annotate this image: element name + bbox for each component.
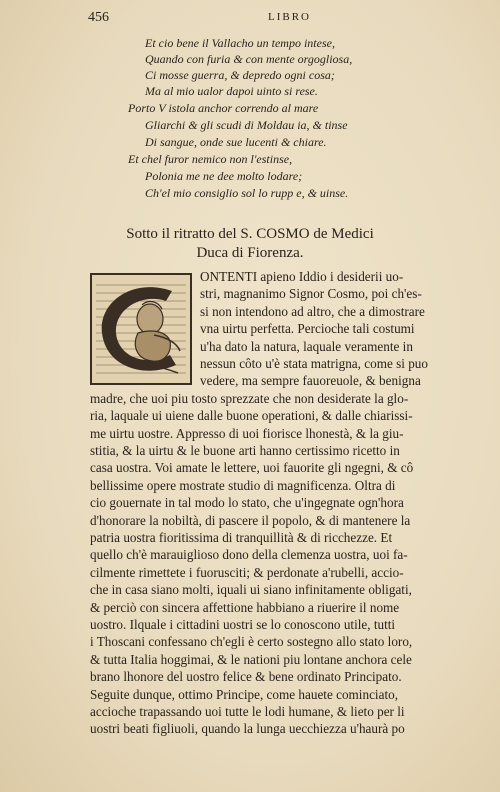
text-line: stri, magnanimo Signor Cosmo, poi ch'es- xyxy=(200,286,422,302)
text-line: stitia, & la uirtu & le buone arti hanno certissimo ricetto in xyxy=(90,443,400,458)
text-line: nessun côto u'è stata matrigna, come si puo xyxy=(200,356,428,371)
text-line: me uirtu uostre. Appresso di uoi fiorisce lhonestà, & la giu- xyxy=(90,425,404,441)
heading-line-2: Duca di Fiorenza. xyxy=(196,245,304,261)
verse-line: Polonia me ne dee molto lodare; xyxy=(145,169,303,183)
text-line: accioche trapassando uoi tutte le lodi humane, & lieto per li xyxy=(90,704,405,719)
text-line: cio gouernate in tal modo lo stato, che u'ingegnate ogn'hora xyxy=(90,495,404,511)
verse-line: Et chel furor nemico non l'estinse, xyxy=(128,152,293,166)
text-line: che in casa siano molti, iquali ui siano infinitamente obligati, xyxy=(90,582,412,598)
verse-line: Porto V istola anchor correndo al mare xyxy=(128,101,319,115)
woodcut-illustration xyxy=(92,275,190,383)
text-line: u'ha dato la natura, laquale veramente in xyxy=(200,338,413,354)
text-line: vedere, ma sempre fauoreuole, & benigna xyxy=(200,373,421,389)
text-line: & tutta Italia hoggimai, & le nationi piu lontane anchora cele xyxy=(90,651,412,667)
text-line: bellissime opere mostrate studio di magnificenza. Oltra di xyxy=(90,477,396,493)
text-line: vna uirtu perfetta. Percioche tali costumi xyxy=(200,321,415,337)
running-head xyxy=(88,8,440,26)
verse-line: Gliarchi & gli scudi di Moldau ia, & tinse xyxy=(145,118,348,132)
text-line: uostro. Ilquale i cittadini uostri se lo conoscono utile, tutti xyxy=(90,617,396,632)
text-line: casa uostra. Voi amate le lettere, uoi fauorite gli ngegni, & cô xyxy=(90,460,414,476)
section-heading xyxy=(0,225,500,263)
text-line: si non intendono ad altro, che a dimostrare xyxy=(200,303,425,319)
text-line: cilmente rimettete i fuorusciti; & perdonate a'rubelli, accio- xyxy=(90,564,404,580)
decorated-initial xyxy=(90,273,192,385)
running-title: LIBRO xyxy=(268,11,311,23)
text-line: & perciò con sincera affettione habbiano a riuerire il nome xyxy=(90,599,400,615)
text-line: i Thoscani confessano ch'egli è certo sostegno allo stato loro, xyxy=(90,634,413,650)
text-line: Seguite dunque, ottimo Principe, come hauete cominciato, xyxy=(90,686,398,702)
text-line: ONTENTI apieno Iddio i desiderii uo- xyxy=(200,269,404,284)
verse-line: Di sangue, onde sue lucenti & chiare. xyxy=(145,135,327,149)
verse-line: Et cio bene il Vallacho un tempo intese, xyxy=(145,36,335,50)
text-line: patria uostra fioritissima di tranquillità & di ricchezze. Et xyxy=(90,530,393,545)
verse-line: Quando con furia & con mente orgogliosa, xyxy=(145,52,353,66)
text-line: madre, che uoi piu tosto sprezzate che non desiderate la glo- xyxy=(90,390,409,406)
heading-line-1: Sotto il ritratto del S. COSMO de Medici xyxy=(126,226,374,242)
text-line: ria, laquale ui uiene dalle buone operationi, & dalle chiarissi- xyxy=(90,408,413,424)
text-line: quello ch'è marauiglioso dono della clemenza uostra, uoi fa- xyxy=(90,547,408,563)
verse-line: Ci mosse guerra, & depredo ogni cosa; xyxy=(145,68,335,82)
verse-line: Ma al mio ualor dapoi uinto si rese. xyxy=(145,84,318,98)
text-line: d'honorare la nobiltà, di pascere il popolo, & di mantenere la xyxy=(90,512,411,528)
text-line: uostri beati figliuoli, quando la lunga uecchiezza u'haurà po xyxy=(90,721,405,737)
page-number: 456 xyxy=(88,10,109,25)
verse-line: Ch'el mio consiglio sol lo rupp e, & uinse. xyxy=(145,186,349,200)
text-line: brano lhonore del uostro felice & bene ordinato Principato. xyxy=(90,669,402,685)
